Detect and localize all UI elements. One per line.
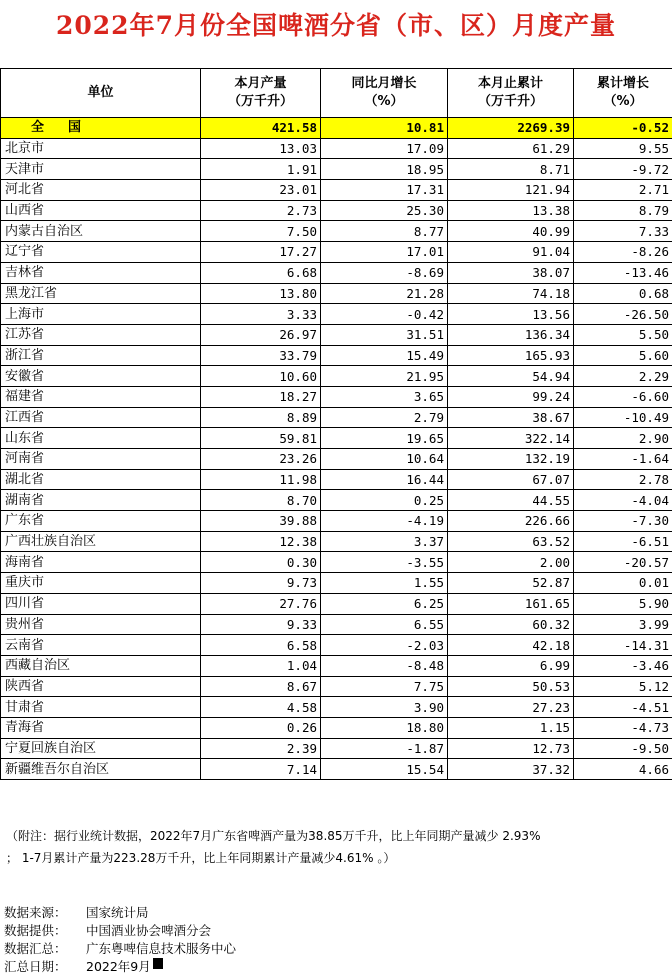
total-month: 421.58 [201, 118, 321, 139]
cursor-square-icon [153, 958, 163, 969]
source-value: 国家统计局 [86, 905, 149, 920]
table-row [1, 614, 672, 635]
region-name: 河南省 [1, 449, 201, 470]
region-name: 山西省 [1, 200, 201, 221]
cumulative-growth: -6.51 [574, 531, 672, 552]
cumulative-growth: 2.29 [574, 366, 672, 387]
header-cumulative: 本月止累计 （万千升） [448, 69, 574, 118]
total-row [1, 118, 672, 139]
cumulative-output: 60.32 [448, 614, 574, 635]
header-month-growth: 同比月增长 （%） [321, 69, 448, 118]
cumulative-growth: 0.01 [574, 573, 672, 594]
month-growth: 6.55 [321, 614, 448, 635]
cumulative-growth: 5.50 [574, 324, 672, 345]
cumulative-growth: -13.46 [574, 262, 672, 283]
table-row [1, 262, 672, 283]
month-growth: 8.77 [321, 221, 448, 242]
cumulative-output: 27.23 [448, 697, 574, 718]
cumulative-growth: 5.90 [574, 593, 672, 614]
month-growth: -4.19 [321, 511, 448, 532]
cumulative-output: 54.94 [448, 366, 574, 387]
table-header-row [1, 69, 672, 118]
month-growth: 21.95 [321, 366, 448, 387]
date-row [4, 958, 236, 976]
footnote-line-1: （附注：据行业统计数据，2022年7月广东省啤酒产量为38.85万千升，比上年同期产量减少 2.93% [6, 829, 541, 843]
month-growth: 15.54 [321, 759, 448, 780]
month-growth: 31.51 [321, 324, 448, 345]
month-output: 1.91 [201, 159, 321, 180]
month-output: 7.14 [201, 759, 321, 780]
table-row [1, 324, 672, 345]
cumulative-growth: -14.31 [574, 635, 672, 656]
month-output: 4.58 [201, 697, 321, 718]
table-row [1, 573, 672, 594]
region-name: 云南省 [1, 635, 201, 656]
cumulative-growth: 8.79 [574, 200, 672, 221]
table-row [1, 593, 672, 614]
cumulative-growth: -6.60 [574, 386, 672, 407]
month-output: 7.50 [201, 221, 321, 242]
table-row [1, 697, 672, 718]
cumulative-growth: 0.68 [574, 283, 672, 304]
cumulative-output: 136.34 [448, 324, 574, 345]
table-row [1, 159, 672, 180]
month-growth: 15.49 [321, 345, 448, 366]
cumulative-growth: -1.64 [574, 449, 672, 470]
region-name: 上海市 [1, 304, 201, 325]
month-output: 3.33 [201, 304, 321, 325]
month-output: 39.88 [201, 511, 321, 532]
month-output: 6.68 [201, 262, 321, 283]
month-growth: 21.28 [321, 283, 448, 304]
month-output: 8.67 [201, 676, 321, 697]
month-output: 9.73 [201, 573, 321, 594]
region-name: 四川省 [1, 593, 201, 614]
beer-output-table [0, 68, 672, 780]
table-row [1, 428, 672, 449]
month-growth: -0.42 [321, 304, 448, 325]
month-growth: -8.69 [321, 262, 448, 283]
total-cum: 2269.39 [448, 118, 574, 139]
region-name: 北京市 [1, 138, 201, 159]
region-name: 重庆市 [1, 573, 201, 594]
month-output: 27.76 [201, 593, 321, 614]
month-growth: 1.55 [321, 573, 448, 594]
region-name: 青海省 [1, 717, 201, 738]
month-output: 59.81 [201, 428, 321, 449]
cumulative-output: 13.56 [448, 304, 574, 325]
table-row [1, 200, 672, 221]
cumulative-output: 74.18 [448, 283, 574, 304]
month-output: 2.39 [201, 738, 321, 759]
cumulative-output: 12.73 [448, 738, 574, 759]
cumulative-output: 67.07 [448, 469, 574, 490]
cumulative-output: 52.87 [448, 573, 574, 594]
month-growth: 6.25 [321, 593, 448, 614]
month-output: 8.70 [201, 490, 321, 511]
month-output: 0.26 [201, 717, 321, 738]
header-cumulative-growth: 累计增长 （%） [574, 69, 672, 118]
month-growth: 18.95 [321, 159, 448, 180]
cumulative-output: 99.24 [448, 386, 574, 407]
region-name: 贵州省 [1, 614, 201, 635]
month-output: 26.97 [201, 324, 321, 345]
cumulative-growth: -7.30 [574, 511, 672, 532]
cumulative-growth: -9.72 [574, 159, 672, 180]
table-row [1, 552, 672, 573]
cumulative-growth: 9.55 [574, 138, 672, 159]
table-row [1, 221, 672, 242]
date-label: 汇总日期： [4, 959, 67, 974]
cumulative-growth: 4.66 [574, 759, 672, 780]
month-growth: 17.31 [321, 180, 448, 201]
month-output: 12.38 [201, 531, 321, 552]
cumulative-output: 44.55 [448, 490, 574, 511]
table-row [1, 738, 672, 759]
cumulative-growth: -4.51 [574, 697, 672, 718]
month-growth: -8.48 [321, 655, 448, 676]
month-output: 1.04 [201, 655, 321, 676]
cumulative-growth: 7.33 [574, 221, 672, 242]
month-output: 23.26 [201, 449, 321, 470]
total-name: 全国 [1, 118, 201, 139]
month-growth: 3.37 [321, 531, 448, 552]
region-name: 江苏省 [1, 324, 201, 345]
cumulative-growth: -10.49 [574, 407, 672, 428]
region-name: 宁夏回族自治区 [1, 738, 201, 759]
footnote-line-2: ； 1-7月累计产量为223.28万千升，比上年同期累计产量减少4.61% 。） [6, 851, 396, 865]
month-growth: 18.80 [321, 717, 448, 738]
region-name: 山东省 [1, 428, 201, 449]
cumulative-output: 42.18 [448, 635, 574, 656]
month-growth: 17.01 [321, 242, 448, 263]
compiler-label: 数据汇总： [4, 941, 67, 956]
provider-row [4, 922, 236, 940]
source-row [4, 904, 236, 922]
month-growth: 3.65 [321, 386, 448, 407]
month-output: 13.03 [201, 138, 321, 159]
month-output: 13.80 [201, 283, 321, 304]
region-name: 新疆维吾尔自治区 [1, 759, 201, 780]
cumulative-output: 63.52 [448, 531, 574, 552]
cumulative-output: 91.04 [448, 242, 574, 263]
region-name: 湖南省 [1, 490, 201, 511]
cumulative-output: 165.93 [448, 345, 574, 366]
cumulative-growth: -20.57 [574, 552, 672, 573]
footnote [6, 825, 668, 869]
table-row [1, 407, 672, 428]
cumulative-growth: 2.78 [574, 469, 672, 490]
region-name: 西藏自治区 [1, 655, 201, 676]
cumulative-growth: -4.73 [574, 717, 672, 738]
cumulative-growth: 3.99 [574, 614, 672, 635]
month-growth: 10.64 [321, 449, 448, 470]
table-row [1, 345, 672, 366]
region-name: 浙江省 [1, 345, 201, 366]
cumulative-output: 121.94 [448, 180, 574, 201]
region-name: 河北省 [1, 180, 201, 201]
month-output: 17.27 [201, 242, 321, 263]
month-output: 8.89 [201, 407, 321, 428]
month-output: 6.58 [201, 635, 321, 656]
table-row [1, 449, 672, 470]
cumulative-growth: 5.60 [574, 345, 672, 366]
table-row [1, 635, 672, 656]
region-name: 内蒙古自治区 [1, 221, 201, 242]
region-name: 吉林省 [1, 262, 201, 283]
month-output: 9.33 [201, 614, 321, 635]
cumulative-output: 38.67 [448, 407, 574, 428]
month-growth: -2.03 [321, 635, 448, 656]
cumulative-output: 6.99 [448, 655, 574, 676]
month-output: 18.27 [201, 386, 321, 407]
cumulative-growth: -26.50 [574, 304, 672, 325]
region-name: 安徽省 [1, 366, 201, 387]
table-row [1, 676, 672, 697]
cumulative-output: 161.65 [448, 593, 574, 614]
region-name: 陕西省 [1, 676, 201, 697]
region-name: 广西壮族自治区 [1, 531, 201, 552]
month-growth: 16.44 [321, 469, 448, 490]
table-row [1, 386, 672, 407]
table-row [1, 759, 672, 780]
table-row [1, 469, 672, 490]
table-row [1, 242, 672, 263]
region-name: 天津市 [1, 159, 201, 180]
total-cum-growth: -0.52 [574, 118, 672, 139]
cumulative-growth: 2.90 [574, 428, 672, 449]
cumulative-output: 37.32 [448, 759, 574, 780]
provider-label: 数据提供： [4, 923, 67, 938]
cumulative-output: 226.66 [448, 511, 574, 532]
cumulative-output: 322.14 [448, 428, 574, 449]
source-label: 数据来源： [4, 905, 67, 920]
cumulative-output: 50.53 [448, 676, 574, 697]
region-name: 甘肃省 [1, 697, 201, 718]
region-name: 湖北省 [1, 469, 201, 490]
month-growth: -3.55 [321, 552, 448, 573]
cumulative-output: 1.15 [448, 717, 574, 738]
cumulative-growth: 2.71 [574, 180, 672, 201]
month-growth: 7.75 [321, 676, 448, 697]
cumulative-growth: -3.46 [574, 655, 672, 676]
compiler-row [4, 940, 236, 958]
table-row [1, 366, 672, 387]
page-title: 2022年7月份全国啤酒分省（市、区）月度产量 [56, 11, 616, 40]
provider-value: 中国酒业协会啤酒分会 [86, 923, 212, 938]
table-row [1, 511, 672, 532]
month-growth: 19.65 [321, 428, 448, 449]
cumulative-output: 61.29 [448, 138, 574, 159]
region-name: 江西省 [1, 407, 201, 428]
total-growth: 10.81 [321, 118, 448, 139]
table-row [1, 304, 672, 325]
table-row [1, 655, 672, 676]
cumulative-output: 8.71 [448, 159, 574, 180]
region-name: 广东省 [1, 511, 201, 532]
month-growth: 17.09 [321, 138, 448, 159]
month-growth: 3.90 [321, 697, 448, 718]
table-row [1, 283, 672, 304]
month-output: 2.73 [201, 200, 321, 221]
month-output: 0.30 [201, 552, 321, 573]
month-growth: -1.87 [321, 738, 448, 759]
date-value: 2022年9月 [86, 959, 151, 974]
header-month-output: 本月产量 （万千升） [201, 69, 321, 118]
cumulative-output: 2.00 [448, 552, 574, 573]
cumulative-growth: -4.04 [574, 490, 672, 511]
region-name: 福建省 [1, 386, 201, 407]
table-row [1, 717, 672, 738]
header-unit: 单位 [1, 69, 201, 118]
table-row [1, 490, 672, 511]
cumulative-output: 13.38 [448, 200, 574, 221]
compiler-value: 广东粤啤信息技术服务中心 [86, 941, 237, 956]
table-row [1, 531, 672, 552]
region-name: 海南省 [1, 552, 201, 573]
month-growth: 0.25 [321, 490, 448, 511]
month-output: 23.01 [201, 180, 321, 201]
cumulative-output: 40.99 [448, 221, 574, 242]
month-output: 11.98 [201, 469, 321, 490]
month-growth: 2.79 [321, 407, 448, 428]
month-output: 10.60 [201, 366, 321, 387]
source-info [4, 904, 236, 976]
table-row [1, 138, 672, 159]
cumulative-output: 38.07 [448, 262, 574, 283]
cumulative-growth: 5.12 [574, 676, 672, 697]
table-row [1, 180, 672, 201]
region-name: 辽宁省 [1, 242, 201, 263]
cumulative-growth: -8.26 [574, 242, 672, 263]
cumulative-output: 132.19 [448, 449, 574, 470]
month-growth: 25.30 [321, 200, 448, 221]
region-name: 黑龙江省 [1, 283, 201, 304]
cumulative-growth: -9.50 [574, 738, 672, 759]
month-output: 33.79 [201, 345, 321, 366]
